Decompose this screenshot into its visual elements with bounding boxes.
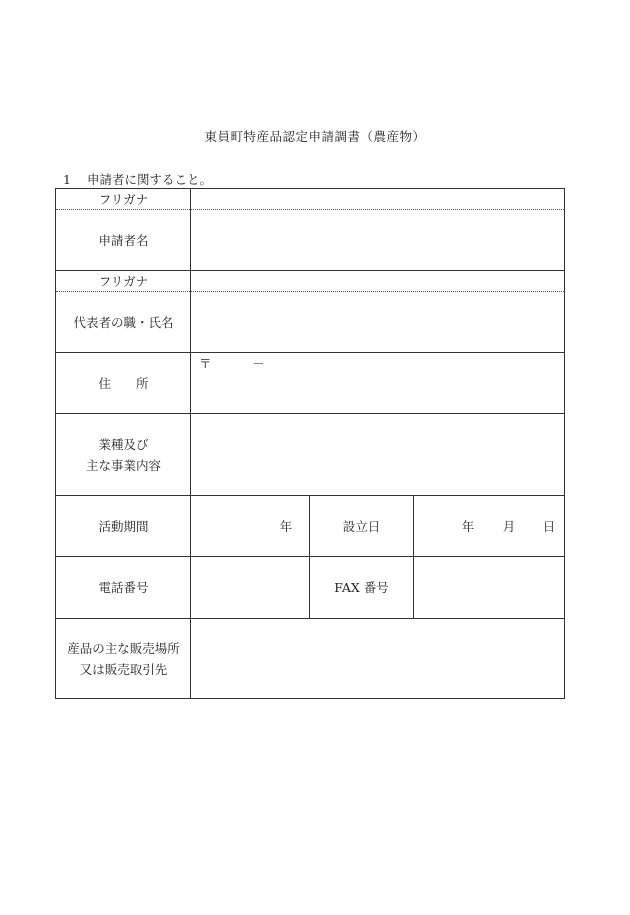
document-title: 東員町特産品認定申請調書（農産物） <box>204 129 426 144</box>
sales-label-line1: 産品の主な販売場所 <box>67 640 180 656</box>
sales-input[interactable] <box>191 619 564 698</box>
established-day-unit: 日 <box>542 518 556 534</box>
business-label <box>56 414 191 495</box>
activity-period-label: 活動期間 <box>98 518 149 534</box>
representative-input[interactable] <box>191 292 564 352</box>
representative-label: 代表者の職・氏名 <box>73 314 174 330</box>
postal-dash: － <box>252 356 265 371</box>
address-label: 住 所 <box>98 375 149 391</box>
phone-label: 電話番号 <box>98 580 149 595</box>
applicant-name-input[interactable] <box>191 210 564 270</box>
established-month-unit: 月 <box>502 518 516 534</box>
applicant-form-table <box>55 188 565 699</box>
phone-input[interactable] <box>191 557 309 618</box>
established-label: 設立日 <box>342 518 381 534</box>
address-input[interactable] <box>191 353 564 413</box>
applicant-name-label: 申請者名 <box>98 232 149 248</box>
furigana-label-1: フリガナ <box>98 191 149 207</box>
section-number: 1 <box>63 172 71 187</box>
section-heading <box>63 170 212 188</box>
postal-mark: 〒 <box>199 356 212 371</box>
activity-year-unit: 年 <box>279 518 293 534</box>
furigana-label-2: フリガナ <box>98 273 149 289</box>
business-label-line2: 主な事業内容 <box>85 457 161 473</box>
business-label-line1: 業種及び <box>98 436 149 452</box>
fax-input[interactable] <box>414 557 564 618</box>
furigana-input-1[interactable] <box>191 189 564 209</box>
sales-label <box>56 619 191 698</box>
fax-label: FAX 番号 <box>334 580 389 595</box>
section-heading-text: 申請者に関すること。 <box>87 172 213 187</box>
business-input[interactable] <box>191 414 564 495</box>
established-year-unit: 年 <box>461 518 475 534</box>
furigana-input-2[interactable] <box>191 271 564 291</box>
sales-label-line2: 又は販売取引先 <box>79 661 168 677</box>
